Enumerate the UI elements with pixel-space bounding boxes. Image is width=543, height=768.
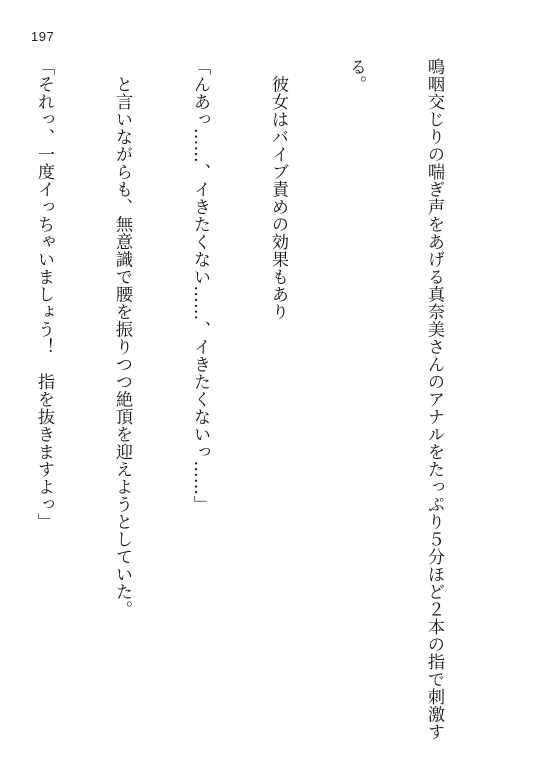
text-line: と言いながらも、無意識で腰を振りつつ絶頂を迎えようとしていた。 bbox=[112, 58, 132, 618]
text-line: 鳴咽交じりの喘ぎ声をあげる真奈美さんのアナルをたっぷり５分ほど２本の指で刺激す bbox=[424, 58, 444, 741]
page-number: 197 bbox=[31, 29, 55, 44]
text-line: 彼女はバイブ責めの効果もあり bbox=[268, 58, 288, 321]
text-line: 「んあっ……、イきたくない……、イきたくないっ……」 bbox=[190, 58, 210, 513]
vertical-text-body bbox=[0, 58, 499, 741]
text-line: る。 bbox=[346, 58, 366, 93]
text-line: 「それっ、一度イっちゃいましょう！ 指を抜きますよっ」 bbox=[34, 58, 54, 531]
